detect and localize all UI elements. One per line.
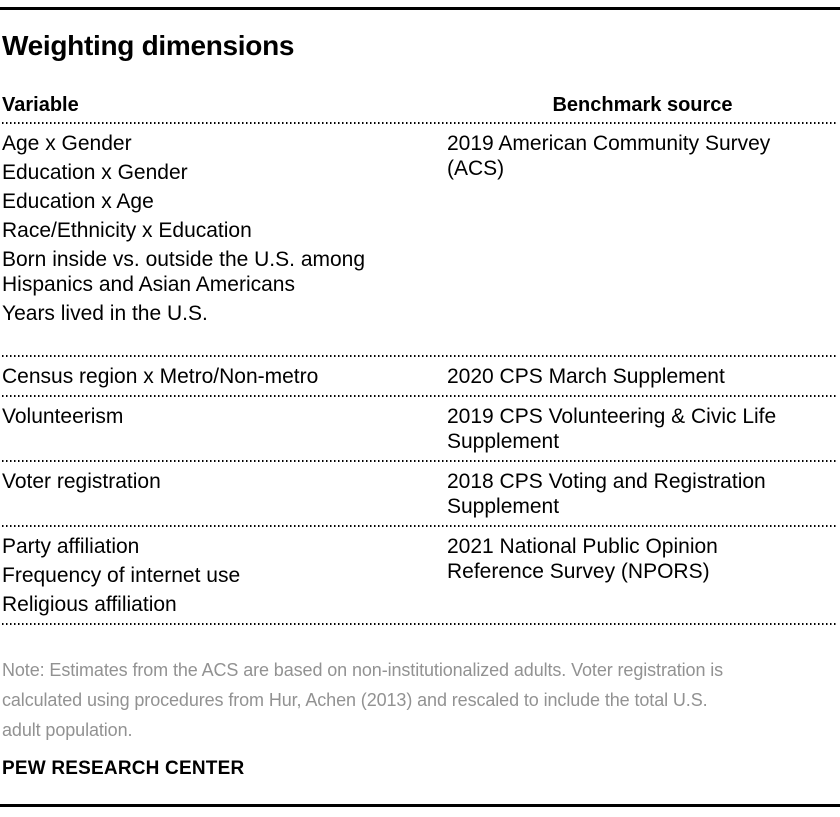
variable-item (2, 592, 447, 617)
bottom-rule (0, 804, 840, 807)
variable-item (2, 160, 447, 185)
variable-label: Volunteerism (2, 405, 124, 428)
table-row (2, 397, 838, 460)
table-row (2, 527, 838, 623)
benchmark-cell (447, 131, 838, 326)
variable-label: Born inside vs. outside the U.S. among (2, 248, 366, 271)
figure-container (0, 7, 840, 807)
footer-credit: PEW RESEARCH CENTER (2, 758, 245, 779)
variable-label: Party affiliation (2, 535, 140, 558)
note-line: Note: Estimates from the ACS are based on non-institutionalized adults. Voter registration is (2, 660, 724, 680)
table-row (2, 462, 838, 525)
variable-label: Education x Age (2, 190, 154, 213)
variable-label: Education x Gender (2, 161, 188, 184)
table-row (2, 124, 838, 355)
note-text (2, 655, 838, 745)
benchmark-label: Reference Survey (NPORS) (447, 560, 710, 583)
figure-content (0, 29, 840, 780)
variable-label: Voter registration (2, 470, 161, 493)
note-line: adult population. (2, 720, 133, 740)
variable-item (2, 364, 447, 389)
benchmark-label: 2019 CPS Volunteering & Civic Life (447, 405, 777, 428)
variable-label: Hispanics and Asian Americans (2, 273, 295, 296)
variable-cell (2, 364, 447, 389)
variable-item (2, 189, 447, 214)
variable-label: Frequency of internet use (2, 564, 241, 587)
benchmark-label: 2020 CPS March Supplement (447, 365, 725, 388)
benchmark-cell (447, 534, 838, 617)
page-title: Weighting dimensions (2, 30, 295, 61)
table-row (2, 357, 838, 395)
dotted-divider (2, 623, 838, 625)
variable-item (2, 469, 447, 494)
variable-cell (2, 534, 447, 617)
benchmark-label: 2018 CPS Voting and Registration (447, 470, 766, 493)
table-header-row (2, 94, 838, 122)
benchmark-cell (447, 469, 838, 519)
top-rule (0, 7, 840, 10)
column-header-benchmark: Benchmark source (552, 94, 733, 116)
benchmark-cell (447, 404, 838, 454)
variable-item (2, 131, 447, 156)
variable-label: Census region x Metro/Non-metro (2, 365, 319, 388)
variable-label: Age x Gender (2, 132, 132, 155)
benchmark-label: (ACS) (447, 157, 505, 180)
variable-label: Religious affiliation (2, 593, 177, 616)
benchmark-label: 2021 National Public Opinion (447, 535, 718, 558)
benchmark-label: Supplement (447, 495, 560, 518)
variable-item (2, 404, 447, 429)
variable-item (2, 301, 447, 326)
variable-cell (2, 404, 447, 454)
variable-item (2, 218, 447, 243)
column-header-variable: Variable (2, 94, 79, 116)
variable-item (2, 563, 447, 588)
benchmark-label: Supplement (447, 430, 560, 453)
variable-label: Years lived in the U.S. (2, 302, 208, 325)
variable-item (2, 534, 447, 559)
variable-cell (2, 469, 447, 519)
benchmark-label: 2019 American Community Survey (447, 132, 771, 155)
variable-cell (2, 131, 447, 326)
note-line: calculated using procedures from Hur, Achen (2013) and rescaled to include the total U.S. (2, 690, 708, 710)
benchmark-cell (447, 364, 838, 389)
variable-item (2, 247, 447, 297)
variable-label: Race/Ethnicity x Education (2, 219, 252, 242)
